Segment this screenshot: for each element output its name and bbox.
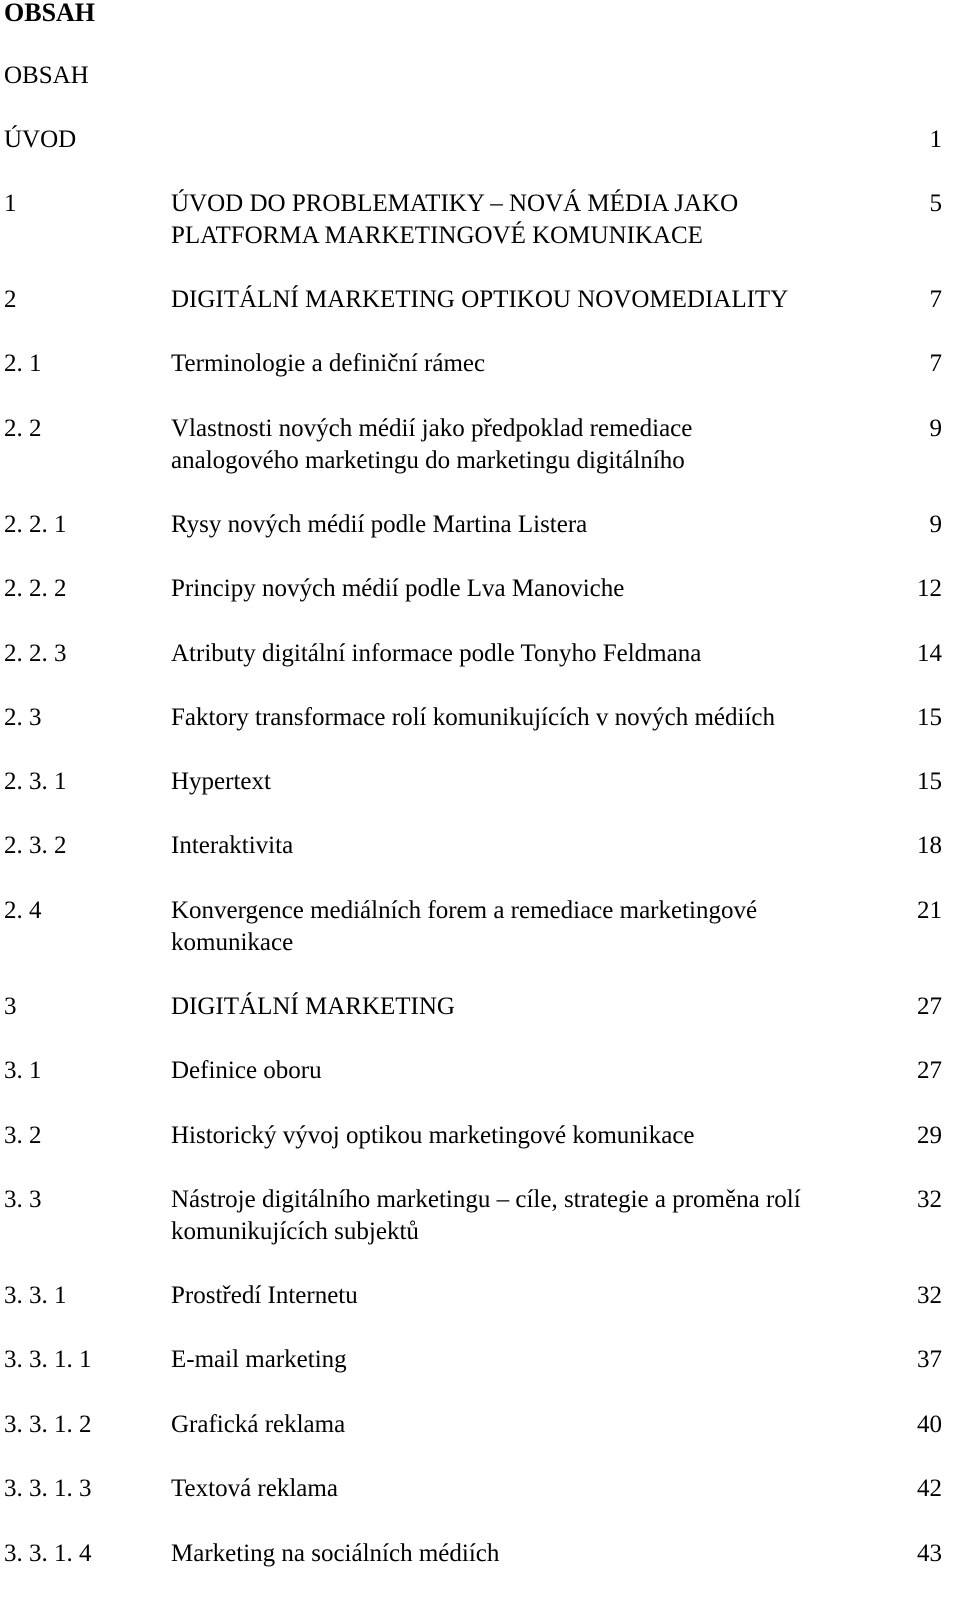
toc-entry-page-number: 1 (929, 126, 942, 153)
toc-entry-title: Historický vývoj optikou marketingové komunikace (171, 1122, 695, 1149)
toc-entry-page-number: 9 (929, 511, 942, 538)
toc-entry-title: Prostředí Internetu (171, 1282, 358, 1309)
toc-entry-title: Konvergence mediálních forem a remediace marketingové komunikace (171, 897, 758, 956)
toc-entry-title: Vlastnosti nových médií jako předpoklad remediace analogového marketingu do marketingu digitálního (171, 415, 693, 474)
toc-entry-title: Atributy digitální informace podle Tonyho Feldmana (171, 640, 702, 667)
toc-entry-number: 2 (4, 286, 17, 313)
toc-entry-number: 2. 1 (4, 350, 42, 377)
toc-entry-page-number: 7 (929, 350, 942, 377)
toc-entry-title: Textová reklama (171, 1475, 338, 1502)
toc-entry-number: 3. 3 (4, 1186, 42, 1213)
toc-entry-number: 2. 2. 2 (4, 575, 67, 602)
toc-entry-title: Hypertext (171, 768, 271, 795)
toc-entry-page-number: 9 (929, 415, 942, 442)
toc-entry-title: Definice oboru (171, 1057, 322, 1084)
toc-entry-page-number: 27 (917, 1057, 942, 1084)
toc-entry-number: 2. 3. 2 (4, 832, 67, 859)
toc-entry-page-number: 32 (917, 1282, 942, 1309)
toc-entry-page-number: 21 (917, 897, 942, 924)
toc-entry-page-number: 15 (917, 768, 942, 795)
toc-entry-title: ÚVOD DO PROBLEMATIKY – NOVÁ MÉDIA JAKO PLATFORMA MARKETINGOVÉ KOMUNIKACE (171, 190, 739, 249)
toc-entry-page-number: 42 (917, 1475, 942, 1502)
toc-entry-page-number: 5 (929, 190, 942, 217)
toc-entry-page-number: 18 (917, 832, 942, 859)
toc-entry-page-number: 15 (917, 704, 942, 731)
toc-entry-number: 2. 3. 1 (4, 768, 67, 795)
page-heading: OBSAH (4, 0, 96, 27)
toc-entry-number: 2. 2 (4, 415, 42, 442)
toc-entry-page-number: 27 (917, 993, 942, 1020)
toc-entry-title: Faktory transformace rolí komunikujících v nových médiích (171, 704, 776, 731)
toc-entry-page-number: 43 (917, 1540, 942, 1567)
toc-entry-page-number: 40 (917, 1411, 942, 1438)
toc-entry-number: 3. 3. 1 (4, 1282, 67, 1309)
toc-entry-title: Nástroje digitálního marketingu – cíle, strategie a proměna rolí komunikujících subjektů (171, 1186, 801, 1245)
toc-entry-title: Interaktivita (171, 832, 294, 859)
toc-entry-number: 3. 3. 1. 1 (4, 1346, 92, 1373)
toc-entry-number: 2. 2. 3 (4, 640, 67, 667)
toc-entry-number: 2. 3 (4, 704, 42, 731)
toc-entry-number: 2. 4 (4, 897, 42, 924)
toc-entry-title: Terminologie a definiční rámec (171, 350, 486, 377)
toc-entry-number: 3. 3. 1. 2 (4, 1411, 92, 1438)
toc-entry-number: 3. 2 (4, 1122, 42, 1149)
toc-entry-number: 3. 3. 1. 3 (4, 1475, 92, 1502)
toc-entry-title: OBSAH (4, 62, 89, 89)
toc-entry-title: Grafická reklama (171, 1411, 346, 1438)
toc-entry-number: 3. 3. 1. 4 (4, 1540, 92, 1567)
toc-entry-page-number: 7 (929, 286, 942, 313)
toc-entry-page-number: 37 (917, 1346, 942, 1373)
toc-entry-title: E-mail marketing (171, 1346, 347, 1373)
toc-entry-page-number: 12 (917, 575, 942, 602)
toc-entry-number: 2. 2. 1 (4, 511, 67, 538)
toc-entry-page-number: 14 (917, 640, 942, 667)
toc-entry-number: 3. 1 (4, 1057, 42, 1084)
toc-entry-title: Marketing na sociálních médiích (171, 1540, 500, 1567)
toc-entry-title: Principy nových médií podle Lva Manoviche (171, 575, 625, 602)
toc-entry-title: DIGITÁLNÍ MARKETING (171, 993, 455, 1020)
toc-entry-page-number: 32 (917, 1186, 942, 1213)
toc-entry-number: 1 (4, 190, 17, 217)
toc-entry-page-number: 29 (917, 1122, 942, 1149)
toc-entry-title: ÚVOD (4, 126, 77, 153)
toc-entry-number: 3 (4, 993, 17, 1020)
toc-entry-title: Rysy nových médií podle Martina Listera (171, 511, 588, 538)
toc-entry-title: DIGITÁLNÍ MARKETING OPTIKOU NOVOMEDIALITY (171, 286, 789, 313)
